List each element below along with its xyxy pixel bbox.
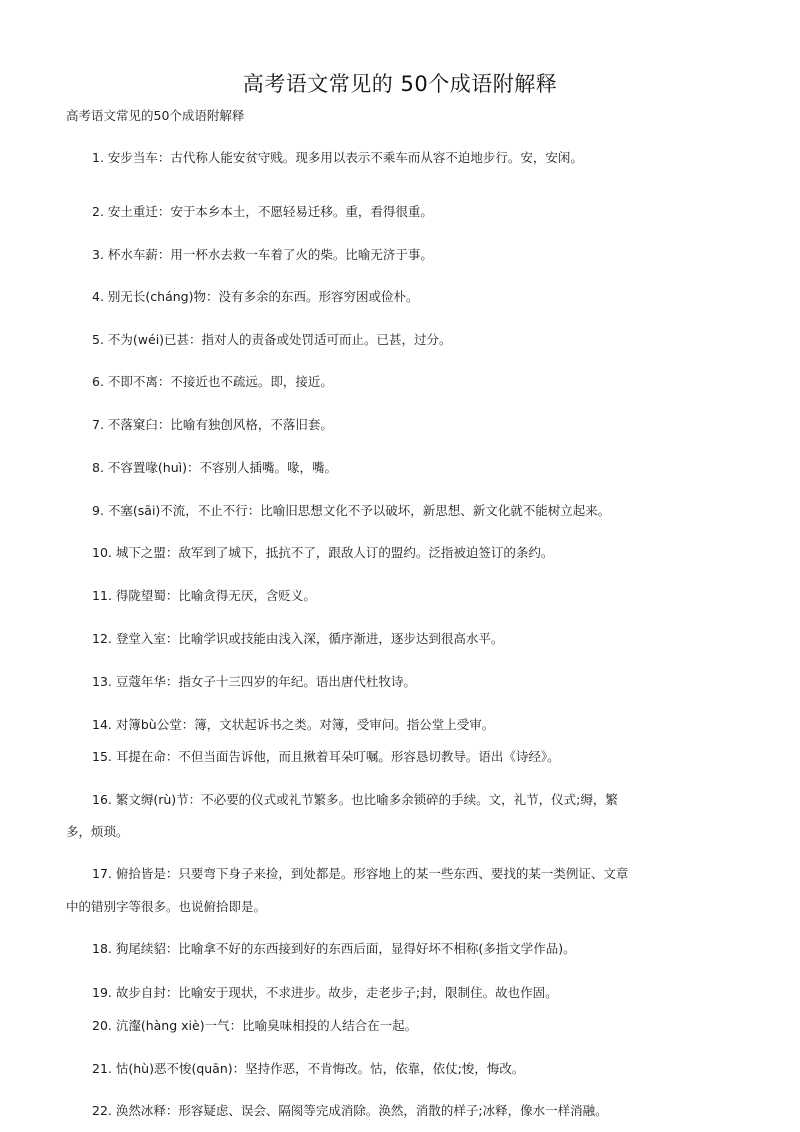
- idiom-entry-11: 11. 得陇望蜀：比喻贪得无厌，含贬义。: [92, 588, 316, 603]
- idiom-entry-9: 9. 不塞(sāi)不流，不止不行：比喻旧思想文化不予以破坏，新思想、新文化就不能树立起来。: [92, 503, 611, 518]
- idiom-entry-10: 10. 城下之盟：敌军到了城下，抵抗不了，跟敌人订的盟约。泛指被迫签订的条约。: [92, 545, 554, 560]
- idiom-entry-13: 13. 豆蔻年华：指女子十三四岁的年纪。语出唐代杜牧诗。: [92, 674, 416, 689]
- idiom-entry-14: 14. 对簿bù公堂：簿，文状起诉书之类。对簿，受审问。指公堂上受审。: [92, 717, 495, 732]
- idiom-entry-5: 5. 不为(wéi)已甚：指对人的责备或处罚适可而止。已甚，过分。: [92, 332, 452, 347]
- idiom-entry-15: 15. 耳提在命：不但当面告诉他，而且揪着耳朵叮嘱。形容恳切教导。语出《诗经》。: [92, 749, 560, 764]
- idiom-entry-3: 3. 杯水车薪：用一杯水去救一车着了火的柴。比喻无济于事。: [92, 247, 433, 262]
- idiom-entry-8: 8. 不容置喙(huì)：不容别人插嘴。喙，嘴。: [92, 460, 337, 475]
- idiom-entry-12: 12. 登堂入室：比喻学识或技能由浅入深，循序渐进，逐步达到很高水平。: [92, 631, 504, 646]
- idiom-entry-4: 4. 别无长(cháng)物：没有多余的东西。形容穷困或俭朴。: [92, 289, 419, 304]
- idiom-entry-18: 18. 狗尾续貂：比喻拿不好的东西接到好的东西后面，显得好坏不相称(多指文学作品)。: [92, 941, 576, 956]
- idiom-entry-20: 20. 沆瀣(hàng xiè)一气：比喻臭味相投的人结合在一起。: [92, 1018, 418, 1033]
- idiom-entry-17: 17. 俯拾皆是：只要弯下身子来捡，到处都是。形容地上的某一些东西、要找的某一类例证、文章: [92, 866, 629, 881]
- idiom-entry-17-continued: 中的错别字等很多。也说俯拾即是。: [66, 899, 267, 914]
- idiom-entry-19: 19. 故步自封：比喻安于现状，不求进步。故步，走老步子;封，限制住。故也作固。: [92, 985, 558, 1000]
- document-subtitle: 高考语文常见的50个成语附解释: [66, 108, 245, 123]
- idiom-entry-6: 6. 不即不离：不接近也不疏远。即，接近。: [92, 374, 333, 389]
- idiom-entry-2: 2. 安土重迁：安于本乡本土，不愿轻易迁移。重，看得很重。: [92, 204, 433, 219]
- idiom-entry-1: 1. 安步当车：古代称人能安贫守贱。现多用以表示不乘车而从容不迫地步行。安，安闲。: [92, 150, 583, 165]
- idiom-entry-16-continued: 多，烦琐。: [66, 824, 129, 839]
- idiom-entry-7: 7. 不落窠臼：比喻有独创风格，不落旧套。: [92, 417, 333, 432]
- idiom-entry-22: 22. 涣然冰释：形容疑虑、误会、隔阂等完成消除。涣然，消散的样子;冰释，像水一样消融。: [92, 1103, 608, 1118]
- idiom-entry-21: 21. 怙(hù)恶不悛(quān)：坚持作恶，不肯悔改。怙，依靠，依仗;悛，悔改。: [92, 1061, 525, 1076]
- idiom-entry-16: 16. 繁文缛(rù)节：不必要的仪式或礼节繁多。也比喻多余锁碎的手续。文，礼节，仪式;缛，繁: [92, 792, 618, 807]
- document-title: 高考语文常见的 50个成语附解释: [242, 72, 558, 96]
